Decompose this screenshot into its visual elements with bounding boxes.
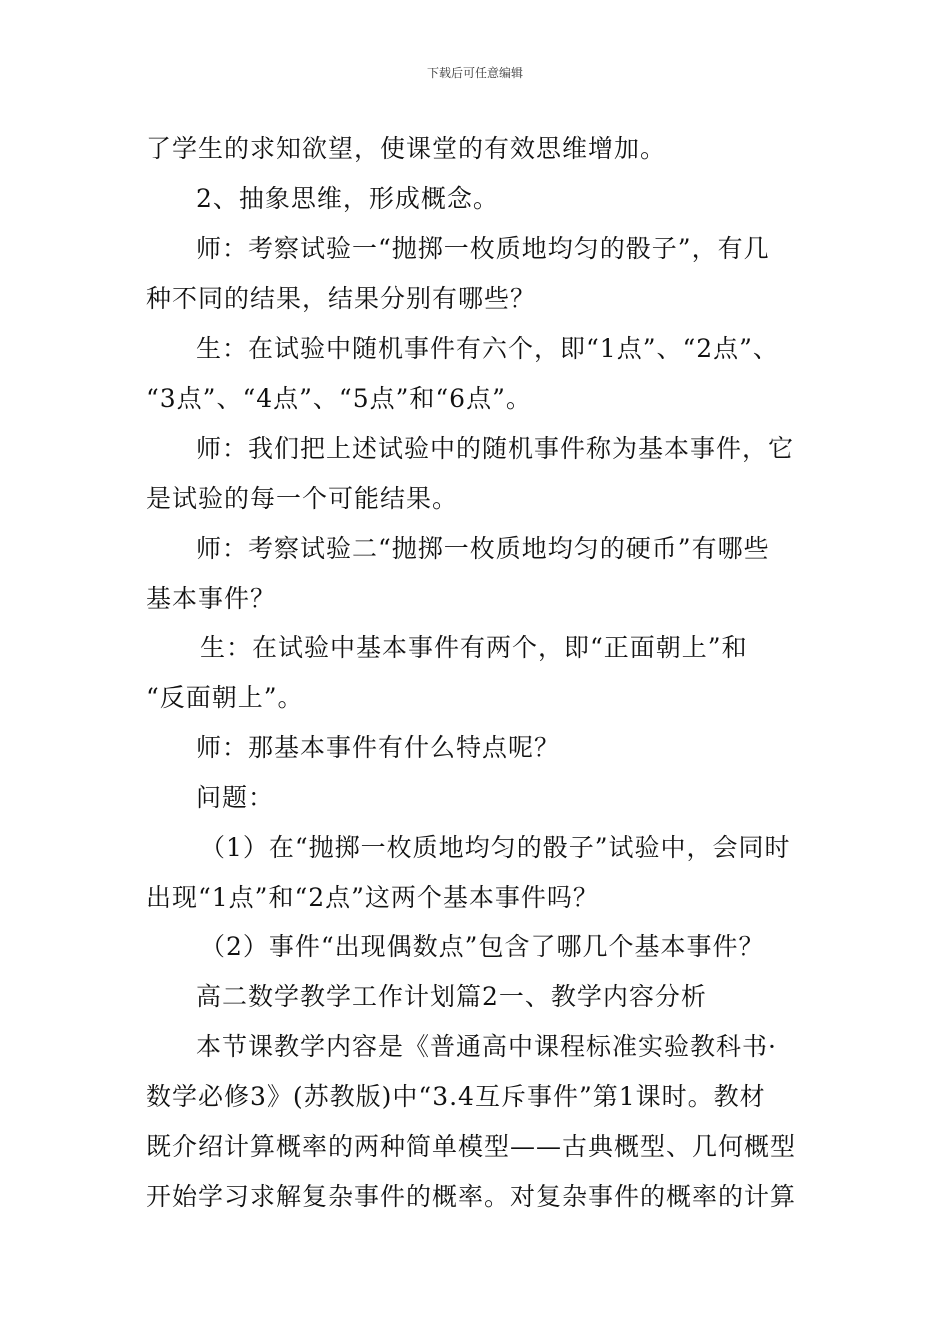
text-line: 师：我们把上述试验中的随机事件称为基本事件，它 <box>196 434 795 463</box>
text-line: 是试验的每一个可能结果。 <box>146 484 459 513</box>
text-line: 2、抽象思维，形成概念。 <box>196 184 499 213</box>
text-line: 数学必修3》(苏教版)中“3.4互斥事件”第1课时。教材 <box>146 1082 766 1111</box>
text-line: 生：在试验中基本事件有两个，即“正面朝上”和 <box>200 633 748 662</box>
text-line: 了学生的求知欲望，使课堂的有效思维增加。 <box>146 134 667 163</box>
text-line: 出现“1点”和“2点”这两个基本事件吗？ <box>146 883 599 912</box>
text-line: “3点”、“4点”、“5点”和“6点”。 <box>146 384 532 413</box>
text-line: 高二数学教学工作计划篇2一、教学内容分析 <box>196 982 707 1011</box>
text-line: 种不同的结果，结果分别有哪些？ <box>146 284 537 313</box>
text-line: 开始学习求解复杂事件的概率。对复杂事件的概率的计算 <box>146 1182 797 1211</box>
text-line: 师：那基本事件有什么特点呢？ <box>196 733 561 762</box>
text-line: 生：在试验中随机事件有六个，即“1点”、“2点”、 <box>196 334 779 363</box>
text-line: （1）在“抛掷一枚质地均匀的骰子”试验中，会同时 <box>200 833 791 862</box>
text-line: （2）事件“出现偶数点”包含了哪几个基本事件？ <box>200 932 765 961</box>
text-line: 师：考察试验一“抛掷一枚质地均匀的骰子”，有几 <box>196 234 770 263</box>
page-header: 下载后可任意编辑 <box>426 66 523 80</box>
text-line: 基本事件？ <box>146 584 277 613</box>
text-line: 问题： <box>196 783 275 812</box>
text-line: 师：考察试验二“抛掷一枚质地均匀的硬币”有哪些 <box>196 534 770 563</box>
text-line: “反面朝上”。 <box>146 683 304 712</box>
text-line: 既介绍计算概率的两种简单模型——古典概型、几何概型 <box>146 1132 797 1161</box>
text-line: 本节课教学内容是《普通高中课程标准实验教科书· <box>196 1032 777 1061</box>
